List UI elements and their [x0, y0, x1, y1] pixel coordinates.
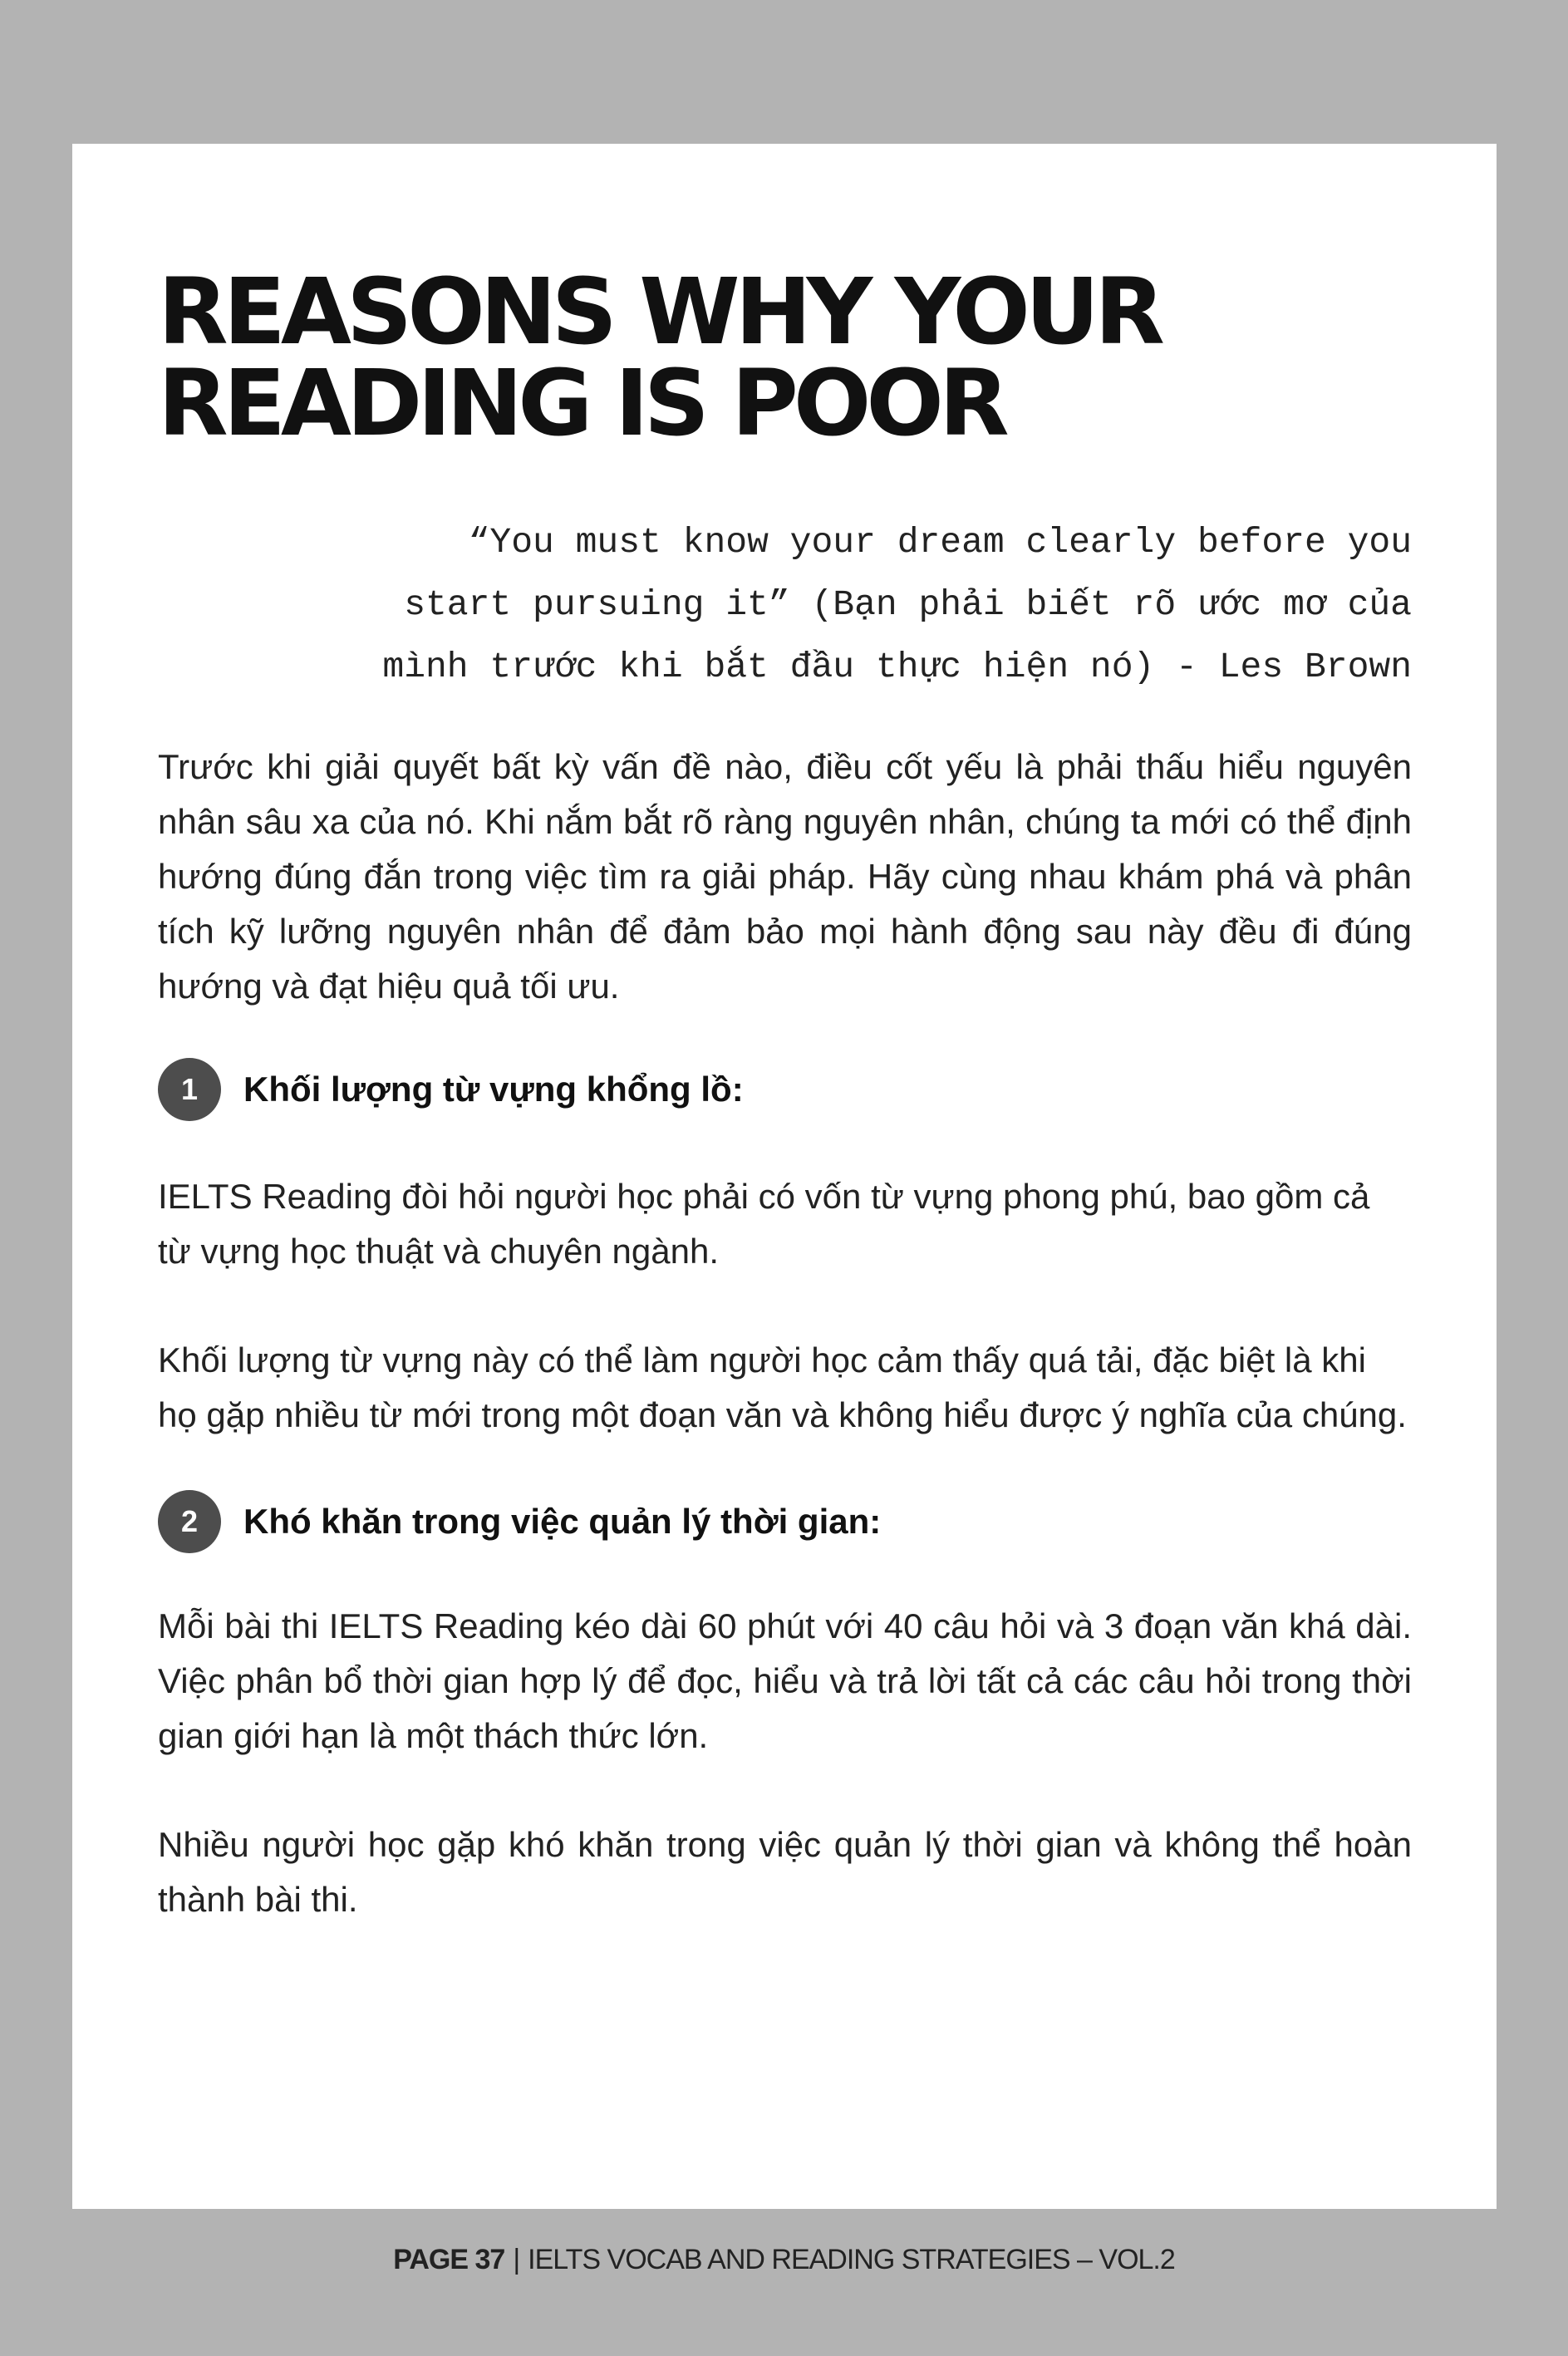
section-heading-label-1: Khối lượng từ vựng khổng lồ: [243, 1070, 744, 1109]
page-footer [0, 2244, 1568, 2276]
section-2-paragraph-2: Nhiều người học gặp khó khăn trong việc quản lý thời gian và không thể hoàn thành bài thi. [158, 1825, 1412, 1919]
section-1-paragraph-1: IELTS Reading đòi hỏi người học phải có vốn từ vựng phong phú, bao gồm cả từ vựng học thuật và chuyên ngành. [158, 1177, 1370, 1271]
footer-separator: | [513, 2244, 520, 2275]
number-badge-2: 2 [158, 1490, 221, 1553]
section-heading-1 [158, 1057, 1412, 1122]
page-title [158, 258, 1160, 456]
section-heading-label-2: Khó khăn trong việc quản lý thời gian: [243, 1502, 882, 1541]
quote-line-2: start pursuing it” (Bạn phải biết rõ ước mơ của [404, 584, 1412, 625]
number-badge-1: 1 [158, 1058, 221, 1121]
quote-line-3: mình trước khi bắt đầu thực hiện nó) - Les Brown [382, 647, 1412, 687]
footer-page-number: PAGE 37 [393, 2244, 505, 2275]
title-line-2: READING IS POOR [158, 350, 1005, 456]
section-2-paragraph-1: Mỗi bài thi IELTS Reading kéo dài 60 phút với 40 câu hỏi và 3 đoạn văn khá dài. Việc phân bổ thời gian hợp lý để đọc, hiểu và trả lời tất cả các câu hỏi trong thời gian giới hạn là một thách thức lớn. [158, 1606, 1412, 1755]
section-heading-2 [158, 1489, 1412, 1554]
footer-book-title: IELTS VOCAB AND READING STRATEGIES – VOL.2 [528, 2244, 1175, 2275]
section-1-paragraph-2: Khối lượng từ vựng này có thể làm người học cảm thấy quá tải, đặc biệt là khi họ gặp nhiều từ mới trong một đoạn văn và không hiểu được ý nghĩa của chúng. [158, 1340, 1407, 1434]
intro-paragraph: Trước khi giải quyết bất kỳ vấn đề nào, điều cốt yếu là phải thấu hiểu nguyên nhân sâu xa của nó. Khi nắm bắt rõ ràng nguyên nhân, chúng ta mới có thể định hướng đúng đắn trong việc tìm ra giải pháp. Hãy cùng nhau khám phá và phân tích kỹ lưỡng nguyên nhân để đảm bảo mọi hành động sau này đều đi đúng hướng và đạt hiệu quả tối ưu. [158, 747, 1412, 1006]
title-line-1: REASONS WHY YOUR [158, 258, 1160, 365]
quote-line-1: “You must know your dream clearly before you [468, 522, 1412, 563]
quote-block [373, 511, 1412, 698]
